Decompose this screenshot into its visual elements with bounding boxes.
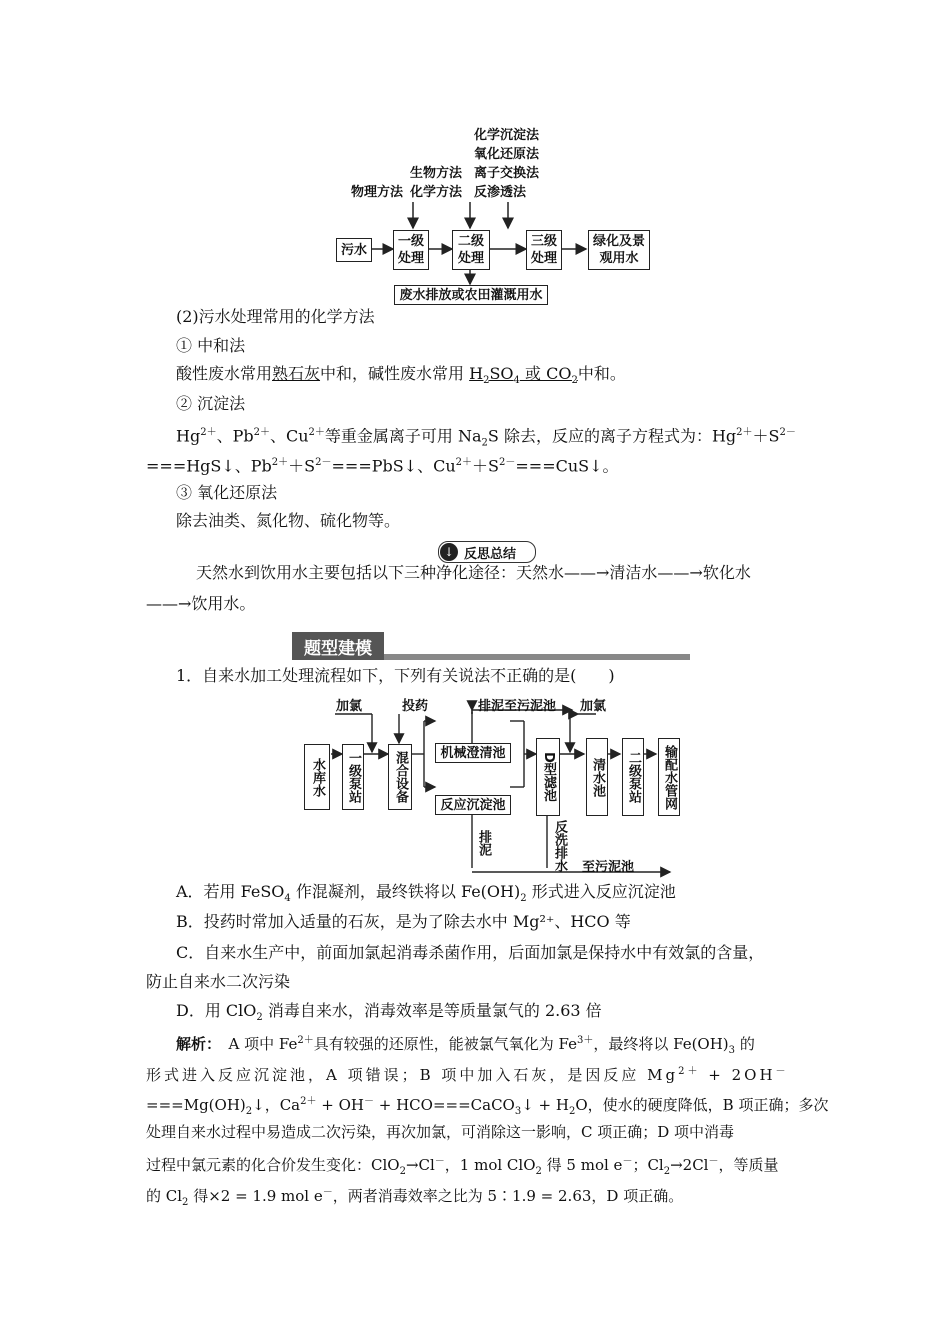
label-chlorine-2: 加氯 <box>580 699 607 714</box>
section2-title: (2)污水处理常用的化学方法 <box>176 307 375 326</box>
reflection-line2: ——→饮用水。 <box>146 594 256 613</box>
node-sewage: 污水 <box>336 238 372 262</box>
node-reuse: 绿化及景 观用水 <box>588 230 650 270</box>
method-ion-exchange: 离子交换法 <box>474 166 540 181</box>
down-arrow-icon: ↓ <box>440 543 458 561</box>
method-chemical-precipitation: 化学沉淀法 <box>474 128 540 143</box>
node-primary: 一级 处理 <box>393 230 429 270</box>
analysis-line1: 解析： A 项中 $Fe^{2+}$具有较强的还原性，能被氯气氧化为 $Fe^{3+}$，最终将以 $Fe(OH)_3$ 的 <box>176 1035 755 1056</box>
box-mixing: 混合设备 <box>388 744 412 810</box>
node-discharge: 废水排放或农田灌溉用水 <box>394 285 548 305</box>
node-secondary: 二级 处理 <box>452 230 490 270</box>
analysis-line6: 的 $Cl_2$ 得×2 = 1.9 mol e－，两者消毒效率之比为 5∶1.9 = 2.63，D 项正确。 <box>146 1187 684 1208</box>
method-biological: 生物方法 <box>410 166 463 181</box>
node-tertiary: 三级 处理 <box>526 230 562 270</box>
reflection-line1: 天然水到饮用水主要包括以下三种净化途径：天然水——→清洁水——→软化水 <box>196 563 751 582</box>
option-c-line2: 防止自来水二次污染 <box>146 972 291 991</box>
method2-body-line1: $Hg^{2+}$、$Pb^{2+}$、$Cu^{2+}$等重金属离子可用 $Na_2S$ 除去，反应的离子方程式为：$Hg^{2+}+S^{2-}$ <box>176 426 796 449</box>
box-distribution: 输配水管网 <box>658 738 680 816</box>
method1-body: 酸性废水常用熟石灰中和，碱性废水常用 $H_2SO_4$ 或 $CO_2$中和。 <box>176 364 626 387</box>
box-pump1: 一级泵站 <box>342 744 364 810</box>
analysis-line2: 形式进入反应沉淀池，A 项错误；B 项中加入石灰，是因反应 $Mg^{2+} + 2OH^-$ <box>146 1066 789 1084</box>
box-mech-clarifier: 机械澄清池 <box>435 743 511 763</box>
method-reverse-osmosis: 反渗透法 <box>474 185 527 200</box>
analysis-line5: 过程中氯元素的化合价发生变化：ClO$_2$→Cl－，1 mol ClO$_2$ 得 5 mol e－；$Cl_2\to 2Cl^-$，等质量 <box>146 1156 779 1177</box>
method-physical: 物理方法 <box>351 185 404 200</box>
option-a: A．若用 FeSO$_4$ 作混凝剂，最终铁将以 $Fe(OH)_2$ 形式进入反应沉淀池 <box>176 882 676 905</box>
method3-body: 除去油类、氮化物、硫化物等。 <box>176 511 401 530</box>
method2-body-line2: ===HgS↓、$Pb^{2+}+S^{2-}===PbS↓$、$Cu^{2+}+S^{2-}===CuS↓$。 <box>146 456 619 476</box>
box-pump2: 二级泵站 <box>622 738 644 816</box>
option-c-line1: C．自来水生产中，前面加氯起消毒杀菌作用，后面加氯是保持水中有效氯的含量， <box>176 943 765 962</box>
banner-rule <box>384 654 690 660</box>
label-to-sludge-bottom: 至污泥池 <box>582 860 635 875</box>
label-to-sludge-top: 排泥至污泥池 <box>478 699 557 714</box>
method2-title: ② 沉淀法 <box>176 394 246 413</box>
model-banner: 题型建模 <box>292 632 690 662</box>
method-chemical: 化学方法 <box>410 185 463 200</box>
label-dosing: 投药 <box>402 699 429 714</box>
label-sludge: 排泥 <box>476 830 491 856</box>
analysis-line3: $===Mg(OH)_2↓$，$Ca^{2+} + OH^-$ + HCO===CaCO$_3$↓ + $H_2O$，使水的硬度降低，B 项正确；多次 <box>146 1096 829 1117</box>
question-1: 1．自来水加工处理流程如下，下列有关说法不正确的是( ) <box>176 666 615 685</box>
label-chlorine-1: 加氯 <box>336 699 363 714</box>
box-clear-water: 清水池 <box>586 738 608 816</box>
box-d-filter: D型滤池 <box>536 738 560 816</box>
method-redox: 氧化还原法 <box>474 147 540 162</box>
label-backwash: 反洗排水 <box>552 820 567 872</box>
analysis-line4: 处理自来水过程中易造成二次污染，再次加氯，可消除这一影响，C 项正确；D 项中消毒 <box>146 1123 735 1141</box>
method3-title: ③ 氧化还原法 <box>176 483 278 502</box>
method1-title: ① 中和法 <box>176 336 246 355</box>
reflection-badge: ↓ 反思总结 <box>438 541 536 563</box>
option-b: B．投药时常加入适量的石灰，是为了除去水中 Mg²⁺、HCO 等 <box>176 912 631 931</box>
box-reaction-settling: 反应沉淀池 <box>435 795 511 815</box>
option-d: D．用 ClO$_2$ 消毒自来水，消毒效率是等质量氯气的 2.63 倍 <box>176 1001 602 1024</box>
box-reservoir: 水库水 <box>304 744 330 810</box>
